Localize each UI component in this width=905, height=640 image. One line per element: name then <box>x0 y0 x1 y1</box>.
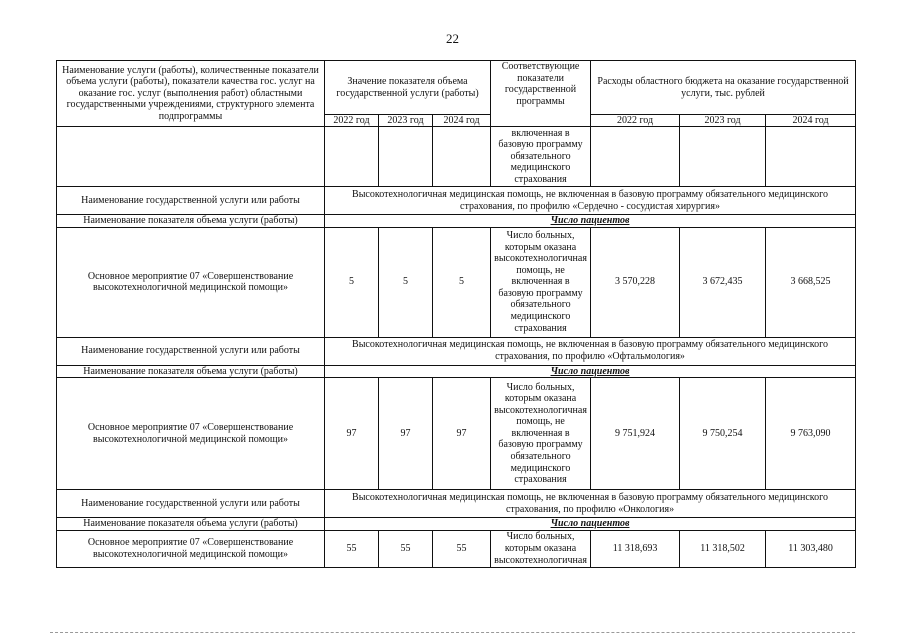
continuation-indicator: включенная в базовую программу обязательного медицинского страхования <box>491 127 591 187</box>
indicator-value: Число пациентов <box>325 518 856 531</box>
indicator-label: Наименование показателя объема услуги (работы) <box>57 365 325 378</box>
header-program-indicators-column: Соответствующие показатели государственной программы <box>491 61 591 127</box>
program-indicator: Число больных, которым оказана высокотехнологичная помощь, не включенная в базовую программу обязательного медицинского страхования <box>491 227 591 337</box>
service-name: Высокотехнологичная медицинская помощь, не включенная в базовую программу обязательного медицинского страхования, по профилю «Онкология» <box>325 490 856 518</box>
indicator-label: Наименование показателя объема услуги (работы) <box>57 518 325 531</box>
empty-cell <box>57 127 325 187</box>
volume-2022: 5 <box>325 227 379 337</box>
indicator-value: Число пациентов <box>325 215 856 228</box>
volume-2023: 97 <box>379 378 433 490</box>
indicator-row <box>57 215 856 228</box>
service-label: Наименование государственной услуги или работы <box>57 187 325 215</box>
expense-2024: 3 668,525 <box>766 227 856 337</box>
program-indicator: Число больных, которым оказана высокотехнологичная помощь, не включенная в базовую программу обязательного медицинского страхования <box>491 378 591 490</box>
expense-2024: 11 303,480 <box>766 530 856 567</box>
header-year: 2023 год <box>680 115 766 127</box>
volume-2024: 97 <box>433 378 491 490</box>
expense-2023: 11 318,502 <box>680 530 766 567</box>
header-year: 2023 год <box>379 115 433 127</box>
event-row <box>57 378 856 490</box>
budget-table <box>56 60 856 568</box>
empty-cell <box>766 127 856 187</box>
indicator-label: Наименование показателя объема услуги (работы) <box>57 215 325 228</box>
volume-2023: 55 <box>379 530 433 567</box>
empty-cell <box>591 127 680 187</box>
header-volume-column: Значение показателя объема государственной услуги (работы) <box>325 61 491 115</box>
volume-2022: 97 <box>325 378 379 490</box>
continuation-row <box>57 127 856 187</box>
service-row <box>57 337 856 365</box>
volume-2024: 55 <box>433 530 491 567</box>
service-row <box>57 187 856 215</box>
indicator-row <box>57 518 856 531</box>
empty-cell <box>379 127 433 187</box>
header-year: 2022 год <box>591 115 680 127</box>
volume-2023: 5 <box>379 227 433 337</box>
expense-2022: 11 318,693 <box>591 530 680 567</box>
event-name: Основное мероприятие 07 «Совершенствование высокотехнологичной медицинской помощи» <box>57 530 325 567</box>
header-year: 2024 год <box>766 115 856 127</box>
volume-2022: 55 <box>325 530 379 567</box>
header-year: 2022 год <box>325 115 379 127</box>
service-name: Высокотехнологичная медицинская помощь, не включенная в базовую программу обязательного медицинского страхования, по профилю «Офтальмология» <box>325 337 856 365</box>
event-row <box>57 227 856 337</box>
service-name: Высокотехнологичная медицинская помощь, не включенная в базовую программу обязательного медицинского страхования, по профилю «Сердечно - сосудистая хирургия» <box>325 187 856 215</box>
empty-cell <box>325 127 379 187</box>
event-row <box>57 530 856 567</box>
event-name: Основное мероприятие 07 «Совершенствование высокотехнологичной медицинской помощи» <box>57 378 325 490</box>
volume-2024: 5 <box>433 227 491 337</box>
header-service-column: Наименование услуги (работы), количественные показатели объема услуги (работы), показатели качества гос. услуг на оказание гос. услуг (выполнения работ) областными государственными учреждениями, структурного элемента подпрограммы <box>57 61 325 127</box>
indicator-row <box>57 365 856 378</box>
expense-2024: 9 763,090 <box>766 378 856 490</box>
expense-2022: 9 751,924 <box>591 378 680 490</box>
header-expenses-column: Расходы областного бюджета на оказание государственной услуги, тыс. рублей <box>591 61 856 115</box>
service-label: Наименование государственной услуги или работы <box>57 337 325 365</box>
expense-2022: 3 570,228 <box>591 227 680 337</box>
page-edge-divider <box>50 632 855 633</box>
expense-2023: 3 672,435 <box>680 227 766 337</box>
expense-2023: 9 750,254 <box>680 378 766 490</box>
indicator-value: Число пациентов <box>325 365 856 378</box>
empty-cell <box>433 127 491 187</box>
header-row <box>57 61 856 115</box>
empty-cell <box>680 127 766 187</box>
header-year: 2024 год <box>433 115 491 127</box>
service-label: Наименование государственной услуги или работы <box>57 490 325 518</box>
program-indicator: Число больных, которым оказана высокотехнологичная <box>491 530 591 567</box>
service-row <box>57 490 856 518</box>
page-number: 22 <box>446 31 459 46</box>
event-name: Основное мероприятие 07 «Совершенствование высокотехнологичной медицинской помощи» <box>57 227 325 337</box>
